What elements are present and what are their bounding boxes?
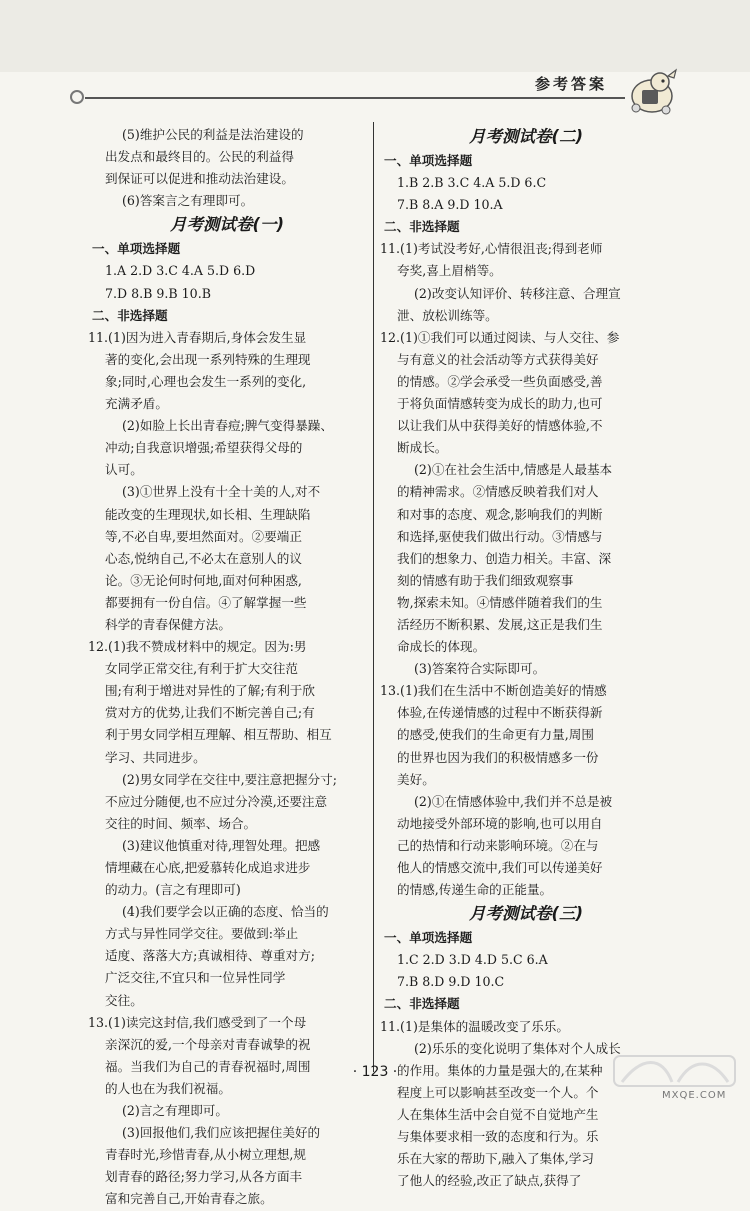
answer-line: 的感受,使我们的生命更有力量,周围 (397, 727, 594, 743)
subsection-heading: 二、非选择题 (384, 996, 460, 1012)
answer-line: 泄、放松训练等。 (397, 307, 498, 323)
answer-line: 人在集体生活中会自觉不自觉地产生 (397, 1106, 599, 1122)
answer-line: 不应过分随便,也不应过分冷漠,还要注意 (105, 793, 328, 809)
answer-line: 象;同时,心理也会发生一系列的变化, (105, 373, 307, 389)
answer-line: 论。③无论何时何地,面对何种困惑, (105, 572, 302, 588)
answer-line: 的人也在为我们祝福。 (105, 1080, 231, 1096)
answer-line: 适度、落落大方;真诚相待、尊重对方; (105, 948, 315, 964)
answer-line: 以让我们从中获得美好的情感体验,不 (397, 418, 603, 434)
answer-line: (3)答案符合实际即可。 (414, 661, 546, 677)
answer-line: 福。当我们为自己的青春祝福时,周围 (105, 1058, 311, 1074)
page-number: · 123 · (352, 1064, 398, 1080)
subsection-heading: 二、非选择题 (384, 219, 460, 235)
answer-line: 断成长。 (397, 440, 448, 456)
answer-line: 女同学正常交往,有利于扩大交往范 (105, 661, 298, 677)
answer-line: 11.(1)是集体的温暖改变了乐乐。 (380, 1018, 569, 1034)
subsection-heading: 一、单项选择题 (384, 153, 473, 168)
answer-line: 能改变的生理现状,如长相、生理缺陷 (105, 506, 311, 522)
answer-line: 划青春的路径;努力学习,从各方面丰 (105, 1169, 303, 1185)
answer-line: 1.C 2.D 3.D 4.D 5.C 6.A (397, 952, 548, 968)
top-band (0, 0, 750, 72)
subsection-heading: 二、非选择题 (92, 307, 168, 323)
answer-line: 的情感。②学会承受一些负面感受,善 (397, 373, 603, 389)
answer-line: 动地接受外部环境的影响,也可以用自 (397, 815, 603, 831)
answer-line: 程度上可以影响甚至改变一个人。个 (397, 1084, 599, 1100)
answer-line: 13.(1)我们在生活中不断创造美好的情感 (380, 683, 607, 699)
answer-line: 的作用。集体的力量是强大的,在某种 (397, 1062, 603, 1078)
answer-line: 都要拥有一份自信。④了解掌握一些 (105, 594, 307, 610)
answer-line: 冲动;自我意识增强;希望获得父母的 (105, 440, 303, 456)
answer-line: 7.B 8.D 9.D 10.C (397, 974, 505, 990)
watermark-logo-icon (612, 1052, 737, 1090)
answer-line: (2)改变认知评价、转移注意、合理宣 (414, 285, 621, 301)
answer-line: (4)我们要学会以正确的态度、恰当的 (122, 904, 329, 920)
answer-line: 7.D 8.B 9.B 10.B (105, 285, 211, 301)
answer-line: 的精神需求。②情感反映着我们对人 (397, 484, 599, 500)
answer-line: 到保证可以促进和推动法治建设。 (105, 171, 294, 187)
answer-line: 了他人的经验,改正了缺点,获得了 (397, 1173, 582, 1189)
answer-line: 的动力。(言之有理即可) (105, 882, 241, 898)
answer-line: 亲深沉的爱,一个母亲对青春诚挚的祝 (105, 1036, 311, 1052)
answer-line: (5)维护公民的利益是法治建设的 (122, 127, 304, 142)
section-title: 月考测试卷(二) (468, 127, 584, 146)
answer-line: (3)回报他们,我们应该把握住美好的 (122, 1125, 321, 1141)
section-title: 月考测试卷(一) (169, 215, 285, 235)
answer-line: 心态,悦纳自己,不必太在意别人的议 (105, 550, 302, 566)
answer-line: 围;有利于增进对异性的了解;有利于欣 (105, 683, 315, 699)
answer-line: 利于男女同学相互理解、相互帮助、相互 (105, 727, 332, 743)
answer-line: 和对事的态度、观念,影响我们的判断 (397, 506, 603, 522)
answer-line: 夸奖,喜上眉梢等。 (397, 263, 502, 279)
header-bullet-icon (70, 90, 84, 104)
answer-line: 12.(1)我不赞成材料中的规定。因为:男 (88, 639, 307, 655)
right-column (380, 124, 672, 1192)
answer-line: 赏对方的优势,让我们不断完善自己;有 (105, 705, 315, 721)
answer-line: 富和完善自己,开始青春之旅。 (105, 1191, 273, 1207)
answer-line: 1.B 2.B 3.C 4.A 5.D 6.C (397, 175, 547, 191)
answer-line: (2)如脸上长出青春痘;脾气变得暴躁、 (122, 418, 333, 434)
answer-line: 1.A 2.D 3.C 4.A 5.D 6.D (105, 263, 256, 279)
answer-line: (2)男女同学在交往中,要注意把握分寸; (122, 771, 337, 787)
answer-line: 著的变化,会出现一系列特殊的生理现 (105, 351, 311, 367)
answer-line: 青春时光,珍惜青春,从小树立理想,规 (105, 1147, 306, 1163)
answer-line: 等,不必自卑,要坦然面对。②要端正 (105, 528, 302, 544)
answer-line: 刻的情感有助于我们细致观察事 (397, 572, 574, 588)
answer-line: 命成长的体现。 (397, 639, 486, 655)
answer-line: 活经历不断积累、发展,这正是我们生 (397, 616, 603, 632)
answer-line: 科学的青春保健方法。 (105, 616, 231, 632)
answer-line: 体验,在传递情感的过程中不断获得新 (397, 705, 603, 721)
answer-line: 物,探索未知。④情感伴随着我们的生 (397, 594, 603, 610)
answer-line: 我们的想象力、创造力相关。丰富、深 (397, 550, 612, 566)
answer-line: 与集体要求相一致的态度和行为。乐 (397, 1129, 599, 1145)
answer-line: 和选择,驱使我们做出行动。③情感与 (397, 528, 603, 544)
answer-line: 的情感,传递生命的正能量。 (397, 882, 553, 898)
answer-line: 认可。 (105, 462, 143, 478)
answer-line: 的世界也因为我们的积极情感多一份 (397, 749, 599, 765)
subsection-heading: 一、单项选择题 (384, 930, 473, 946)
answer-line: 于将负面情感转变为成长的助力,也可 (397, 396, 603, 412)
answer-line: (6)答案言之有理即可。 (122, 193, 254, 209)
answer-line: (2)①在社会生活中,情感是人最基本 (414, 462, 613, 478)
answer-line: (2)①在情感体验中,我们并不总是被 (414, 793, 613, 809)
answer-line: 与有意义的社会活动等方式获得美好 (397, 351, 599, 367)
answer-line: 美好。 (397, 771, 435, 787)
watermark-text: MXQE.COM (662, 1090, 727, 1101)
answer-line: 他人的情感交流中,我们可以传递美好 (397, 860, 603, 875)
column-divider (373, 122, 374, 1072)
answer-line: 11.(1)因为进入青春期后,身体会发生显 (88, 329, 307, 345)
answer-line: 充满矛盾。 (105, 396, 168, 412)
header-title: 参考答案 (535, 75, 608, 93)
answer-line: (3)①世界上没有十全十美的人,对不 (122, 484, 321, 500)
mascot-icon (622, 64, 682, 116)
answer-line: 7.B 8.A 9.D 10.A (397, 197, 503, 213)
header-rule (85, 97, 625, 99)
answer-line: (2)乐乐的变化说明了集体对个人成长 (414, 1040, 621, 1056)
answer-line: 广泛交往,不宜只和一位异性同学 (105, 970, 286, 986)
answer-line: 12.(1)①我们可以通过阅读、与人交往、参 (380, 329, 620, 345)
answer-line: (3)建议他慎重对待,理智处理。把感 (122, 837, 321, 853)
section-title: 月考测试卷(三) (468, 904, 584, 924)
subsection-heading: 一、单项选择题 (92, 241, 181, 257)
answer-line: (2)言之有理即可。 (122, 1103, 228, 1119)
answer-line: 学习、共同进步。 (105, 749, 206, 765)
answer-line: 乐在大家的帮助下,融入了集体,学习 (397, 1151, 594, 1167)
answer-line: 己的热情和行动来影响环境。②在与 (397, 837, 599, 853)
answer-line: 11.(1)考试没考好,心情很沮丧;得到老师 (380, 241, 603, 257)
left-column (88, 124, 366, 1211)
answer-line: 方式与异性同学交往。要做到:举止 (105, 926, 299, 942)
answer-line: 交往的时间、频率、场合。 (105, 815, 257, 831)
answer-line: 情埋藏在心底,把爱慕转化成追求进步 (105, 860, 311, 875)
answer-line: 交往。 (105, 992, 143, 1008)
answer-line: 出发点和最终目的。公民的利益得 (105, 149, 294, 165)
answer-line: 13.(1)读完这封信,我们感受到了一个母 (88, 1014, 307, 1030)
